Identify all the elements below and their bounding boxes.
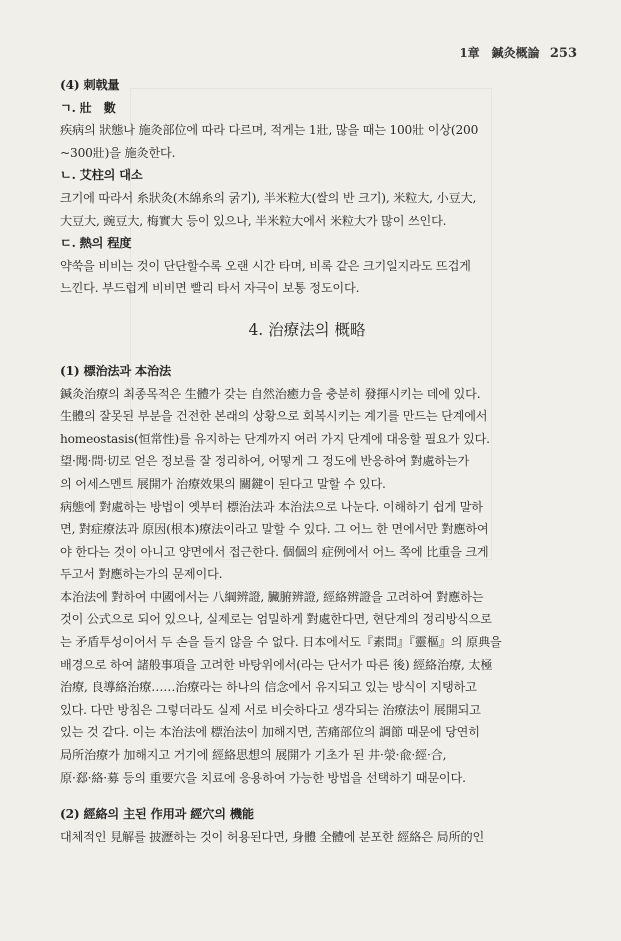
paragraph-line: homeostasis(恒常性)를 유지하는 단계까지 여러 가지 단계에 대응할 필요가 있다. (60, 431, 490, 446)
subsection-heading-2: (2) 經絡의 主된 作用과 經穴의 機能 (60, 807, 254, 822)
paragraph-line: 대체적인 見解를 披瀝하는 것이 허용된다면, 身體 全體에 분포한 經絡은 局所的인 (60, 829, 485, 844)
paragraph-line: 病態에 對處하는 방법이 옛부터 標治法과 本治法으로 나눈다. 이해하기 쉽게 말하 (60, 499, 483, 514)
section-title: 4. 治療法의 概略 (248, 320, 366, 339)
paragraph-line: 있다. 다만 방침은 그렇더라도 실제 서로 비슷하다고 생각되는 治療法이 展開되고 (60, 702, 481, 717)
paragraph-line: 鍼灸治療의 최종목적은 生體가 갖는 自然治癒力을 충분히 發揮시키는 데에 있다. (60, 386, 481, 401)
subheading-count: ㄱ. 壯 數 (60, 100, 116, 115)
paragraph-line: 治療, 良導絡治療……治療라는 하나의 信念에서 유지되고 있는 방식이 지탱하고 (60, 680, 477, 695)
paragraph-line: 大豆大, 豌豆大, 梅實大 등이 있으나, 半米粒大에서 米粒大가 많이 쓰인다. (60, 213, 447, 228)
paragraph-line: 야 한다는 것이 아니고 양면에서 접근한다. 個個의 症例에서 어느 쪽에 比重을 크게 (60, 544, 489, 559)
paragraph-line: 느낀다. 부드럽게 비비면 빨리 타서 자극이 보통 정도이다. (60, 281, 360, 296)
subheading-size: ㄴ. 艾柱의 대소 (60, 168, 143, 183)
subheading-heat: ㄷ. 熱의 程度 (60, 236, 132, 251)
section-spacer (60, 789, 554, 803)
paragraph-line: 는 矛盾투성이어서 두 손을 들지 않을 수 없다. 日本에서도『素問』『靈樞』의 原典을 (60, 635, 502, 650)
paragraph-line: 두고서 對應하는가의 문제이다. (60, 567, 223, 582)
section-heading-stimulus: (4) 刺戟量 (60, 78, 120, 92)
running-header (459, 44, 577, 61)
paragraph-line: 있는 것 같다. 이는 本治法에 標治法이 加해지면, 苦痛部位의 調節 때문에 당연히 (60, 725, 480, 740)
paragraph-line: 약쑥을 비비는 것이 단단할수록 오랜 시간 타며, 비록 같은 크기일지라도 뜨겁게 (60, 258, 471, 273)
paragraph-line: ~300壯)을 施灸한다. (60, 145, 176, 160)
paragraph-line: 것이 公式으로 되어 있으나, 실제로는 엄밀하게 對處한다면, 현단계의 정리방식으로 (60, 612, 492, 627)
page-number: 253 (549, 46, 577, 61)
paragraph-line: 原·郄·絡·募 등의 重要穴을 치료에 응용하여 가능한 방법을 선택하기 때문이다. (60, 770, 466, 785)
paragraph-line: 望·聞·問·切로 얻은 정보를 잘 정리하여, 어떻게 그 정도에 반응하여 對處하는가 (60, 454, 470, 469)
chapter-label: 1章 鍼灸概論 (459, 46, 540, 60)
paragraph-line: 크기에 따라서 糸狀灸(木綿糸의 굵기), 半米粒大(쌀의 반 크기), 米粒大, 小豆大, (60, 190, 477, 205)
paragraph-line: 局所治療가 加해지고 거기에 經絡思想의 展開가 기초가 된 井·滎·兪·經·合, (60, 748, 447, 763)
paragraph-line: 의 어세스멘트 展開가 治療效果의 關鍵이 된다고 말할 수 있다. (60, 476, 386, 491)
paragraph-line: 生體의 잘못된 부분을 건전한 본래의 상황으로 회복시키는 계기를 만드는 단계에서 (60, 409, 488, 424)
paragraph-line: 배경으로 하여 諸般事項을 고려한 바탕위에서(라는 단서가 따른 後) 經絡治療, 太極 (60, 657, 493, 672)
paragraph-line: 本治法에 對하여 中國에서는 八綱辨證, 臟腑辨證, 經絡辨證을 고려하여 對應하는 (60, 589, 484, 604)
paragraph-line: 疾病의 狀態나 施灸部位에 따라 다르며, 적게는 1壯, 많을 때는 100壯 이상(200 (60, 123, 479, 138)
subsection-heading-1: (1) 標治法과 本治法 (60, 363, 171, 378)
page-content (60, 74, 554, 848)
paragraph-line: 면, 對症療法과 原因(根本)療法이라고 말할 수 있다. 그 어느 한 면에서만 對應하여 (60, 522, 489, 537)
